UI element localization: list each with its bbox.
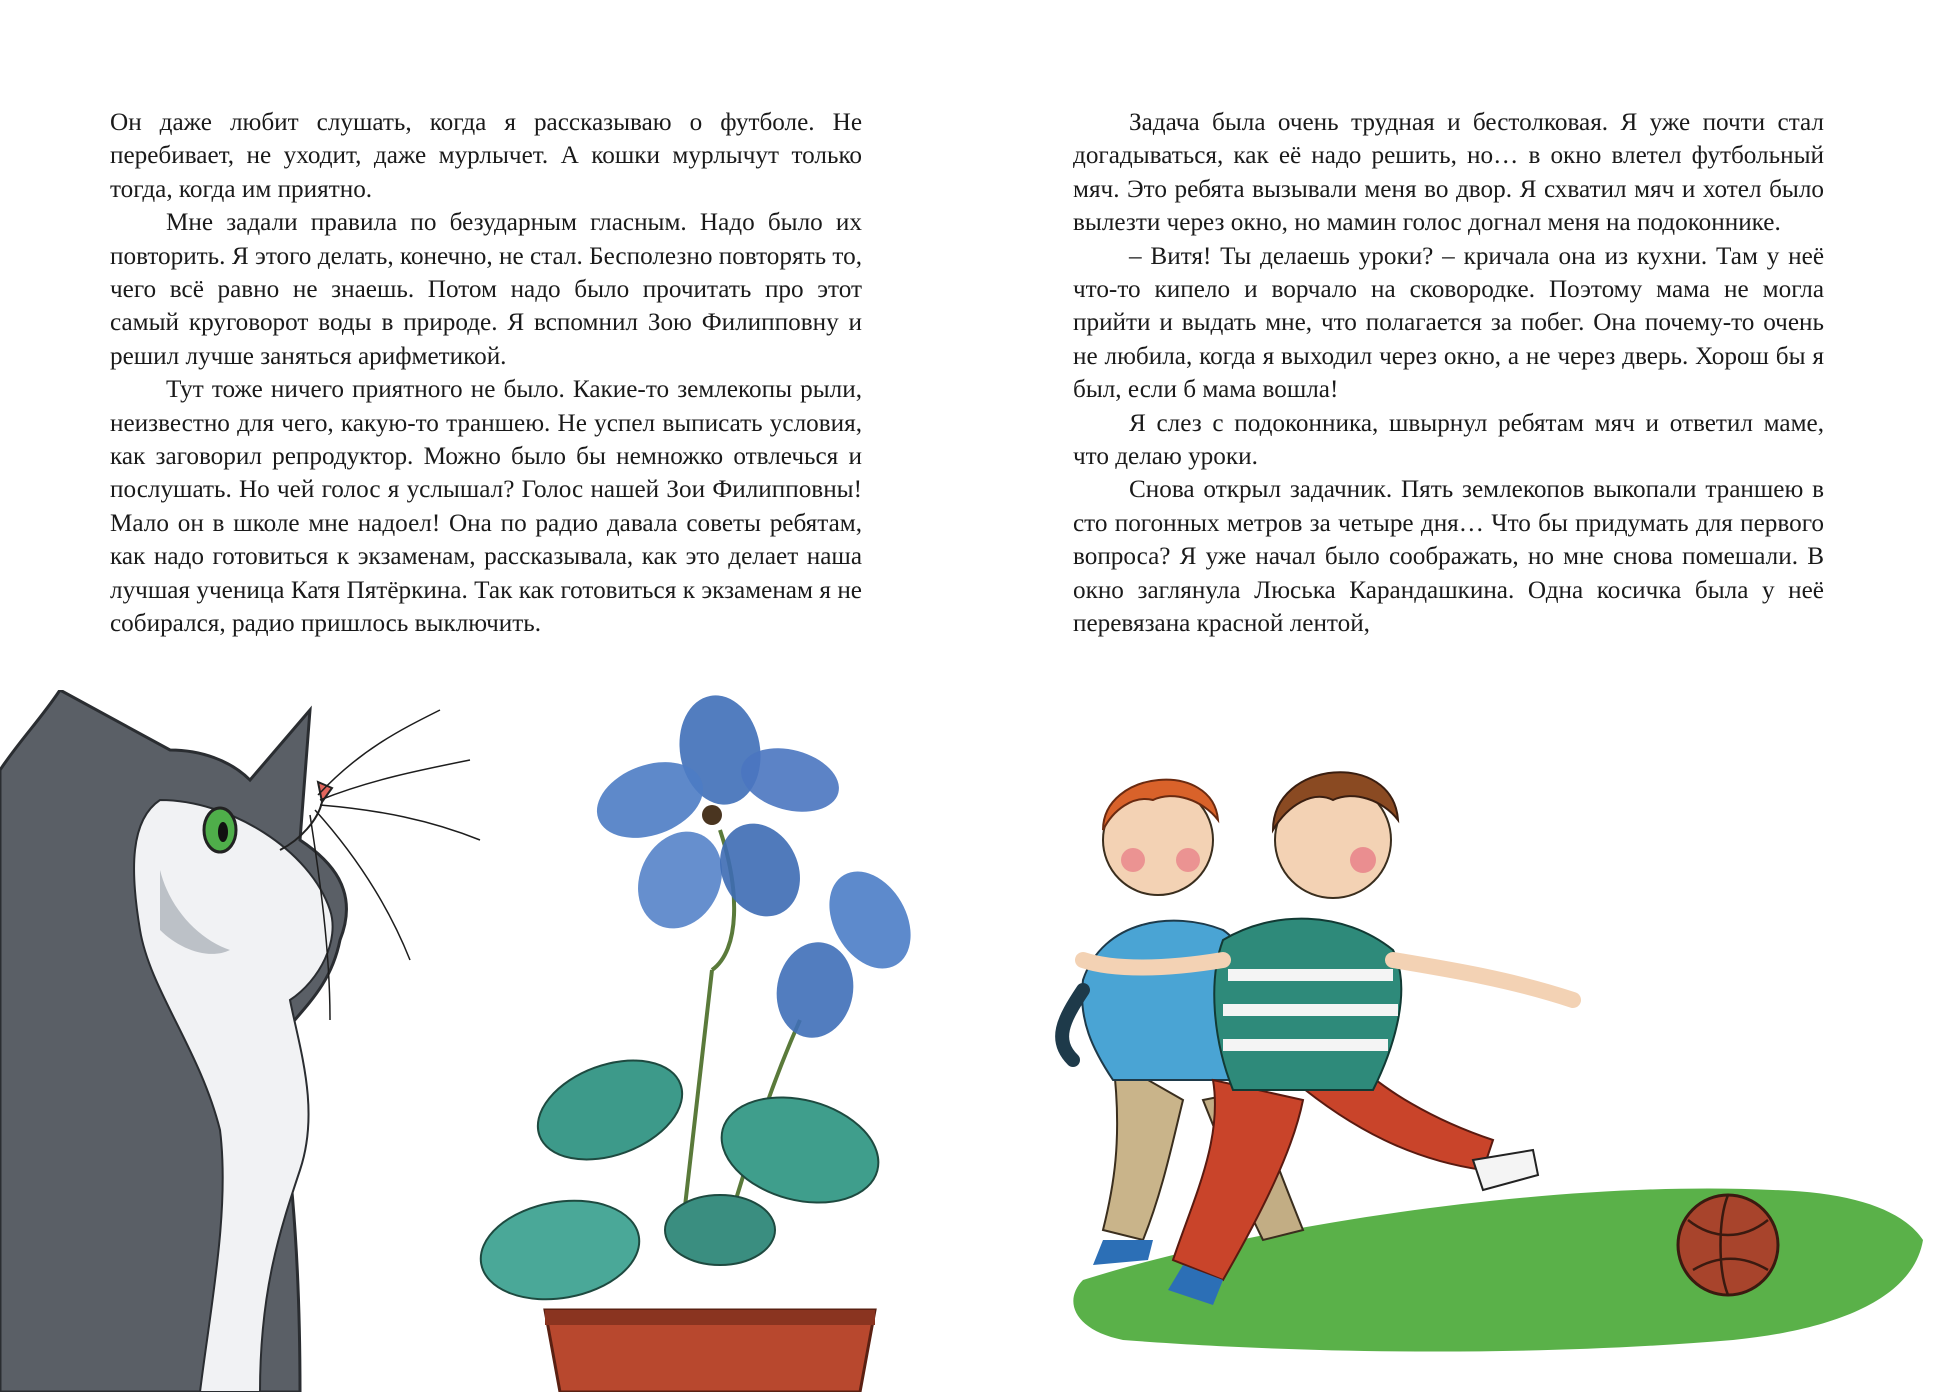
paragraph: – Витя! Ты делаешь уроки? – кричала она из кухни. Там у неё что-то кипело и ворчало на сковородке. Поэтому мама не могла прийти и выдать мне, что полагается за побег. Она почему-то очень не любила, когда я выходил через окно, а не через дверь. Хорош бы я был, если б мама вошла!: [1073, 242, 1824, 404]
violet-flower-illustration: [473, 690, 927, 1392]
right-page: [973, 0, 1946, 1392]
football-ball-icon: [1678, 1195, 1778, 1295]
right-page-text: [1073, 106, 1824, 641]
cat-flower-illustration: [0, 690, 973, 1392]
paragraph: Задача была очень трудная и бестолковая. Я уже почти стал догадываться, как её надо решить, но… в окно влетел футбольный мяч. Это ребята вызывали меня во двор. Я схватил мяч и хотел было вылезти через окно, но мамин голос догнал меня на подоконнике.: [1073, 109, 1824, 237]
left-page-text: [110, 106, 862, 641]
paragraph: Он даже любит слушать, когда я рассказываю о футболе. Не перебивает, не уходит, даже мурлычет. А кошки мурлычут только тогда, когда им приятно.: [110, 109, 862, 203]
paragraph: Снова открыл задачник. Пять землекопов выкопали траншею в сто погонных метров за четыре дня… Что бы придумать для первого вопроса? Я уже начал было соображать, но мне снова помешали. В окно заглянула Люська Карандашкина. Одна косичка была у неё перевязана красной лентой,: [1073, 476, 1824, 638]
paragraph: Мне задали правила по безударным гласным. Надо было их повторить. Я этого делать, конечно, не стал. Бесполезно повторять то, чего всё равно не знаешь. Потом надо было прочитать про этот самый круговорот воды в природе. Я вспомнил Зою Филипповну и решил лучше заняться арифметикой.: [110, 209, 862, 370]
paragraph: Я слез с подоконника, швырнул ребятам мяч и ответил маме, что делаю уроки.: [1073, 409, 1824, 471]
paragraph: Тут тоже ничего приятного не было. Какие-то землекопы рыли, неизвестно для чего, какую-то траншею. Не успел выписать условия, как заговорил репродуктор. Можно было бы немножко отвлечься и послушать. Но чей голос я услышал? Голос нашей Зои Филипповны! Мало он в школе мне надоел! Она по радио давала советы ребятам, как надо готовиться к экзаменам, рассказывала, как это делает наша лучшая ученица Катя Пятёркина. Так как готовиться к экзаменам я не собирался, радио пришлось выключить.: [110, 376, 862, 638]
cat-illustration: [0, 690, 480, 1392]
football-boys-illustration: [973, 720, 1946, 1392]
